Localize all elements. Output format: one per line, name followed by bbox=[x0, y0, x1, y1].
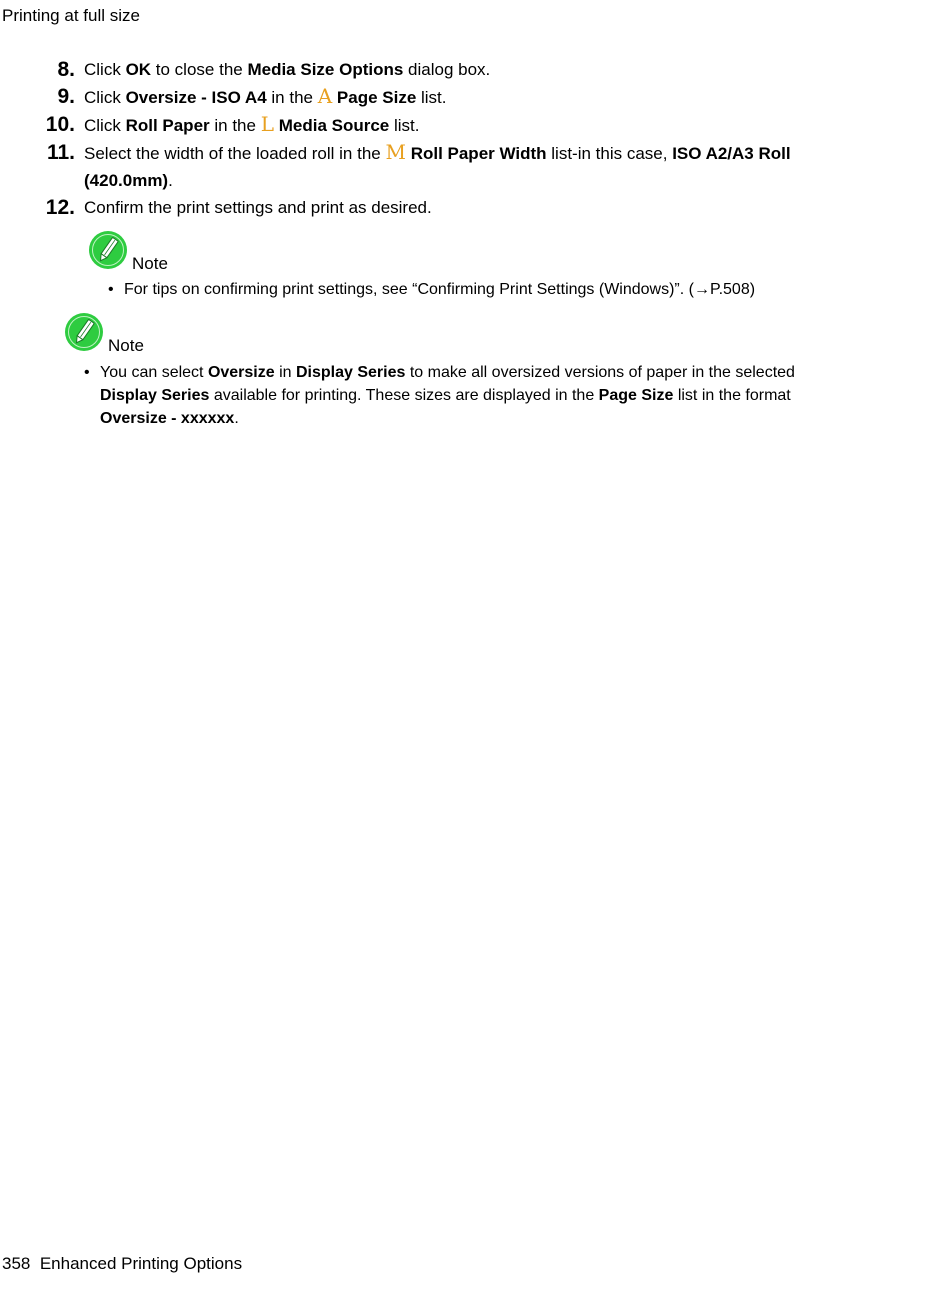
step-12 bbox=[0, 194, 950, 221]
step-10 bbox=[0, 111, 950, 139]
note-pencil-icon bbox=[88, 230, 128, 270]
step-8 bbox=[0, 56, 950, 83]
step-11 bbox=[0, 139, 950, 194]
note-pencil-icon bbox=[64, 312, 104, 352]
step-text: Click OK to close the Media Size Options dialog box. bbox=[84, 60, 491, 79]
step-number: 11. bbox=[46, 141, 75, 164]
note-box-2 bbox=[64, 312, 844, 432]
note-box-1 bbox=[88, 230, 848, 306]
note-list bbox=[84, 361, 829, 430]
step-text: Confirm the print settings and print as desired. bbox=[84, 198, 432, 217]
step-text: Click Oversize - ISO A4 in the A Page Size list. bbox=[84, 84, 447, 108]
step-9 bbox=[0, 83, 950, 111]
step-text: Select the width of the loaded roll in the M Roll Paper Width list-in this case, ISO A2/A3 Roll (420.0mm). bbox=[84, 140, 791, 190]
note-title: Note bbox=[132, 254, 168, 273]
page-footer bbox=[2, 1254, 242, 1274]
step-number: 10. bbox=[45, 113, 75, 136]
step-text: Click Roll Paper in the L Media Source list. bbox=[84, 112, 420, 136]
note-list bbox=[108, 279, 848, 301]
callout-letter-m: M bbox=[385, 140, 406, 164]
note-item: • For tips on confirming print settings, see “Confirming Print Settings (Windows)”. (→P.508) bbox=[108, 279, 848, 301]
step-number: 12. bbox=[45, 196, 75, 219]
callout-letter-a: A bbox=[317, 84, 333, 108]
step-number: 8. bbox=[57, 58, 75, 81]
steps-list bbox=[0, 56, 950, 221]
page-number: 358 bbox=[2, 1254, 31, 1273]
note-item: • You can select Oversize in Display Series to make all oversized versions of paper in the selected Display Series available for printing. These sizes are displayed in the Page Size list in the format Oversize - xxxxxx. bbox=[84, 361, 829, 430]
step-number: 9. bbox=[57, 85, 75, 108]
callout-letter-l: L bbox=[260, 112, 274, 136]
footer-section-title: Enhanced Printing Options bbox=[39, 1254, 243, 1273]
note-title: Note bbox=[108, 336, 144, 355]
page-header-title: Printing at full size bbox=[2, 6, 140, 25]
